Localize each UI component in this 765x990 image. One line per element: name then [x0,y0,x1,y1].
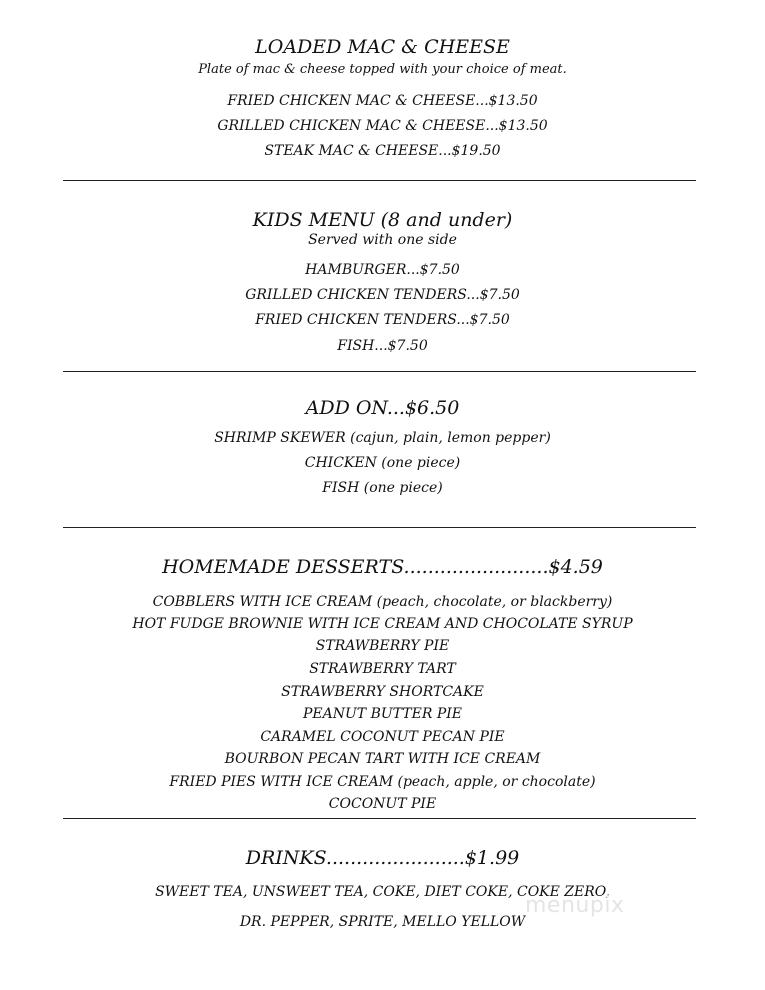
desserts-section-title: HOMEMADE DESSERTS........................$4.59 [162,556,603,578]
addon-section-title: ADD ON...$6.50 [305,397,460,419]
section-divider [63,180,696,181]
watermark-logo: menupix [525,893,625,918]
drinks-item: DR. PEPPER, SPRITE, MELLO YELLOW [239,914,526,930]
mac-section-title: LOADED MAC & CHEESE [255,36,510,58]
dessert-item: COBBLERS WITH ICE CREAM (peach, chocolate, or blackberry) [152,594,613,610]
kids-item: GRILLED CHICKEN TENDERS...$7.50 [245,287,520,303]
addon-item: CHICKEN (one piece) [304,455,461,471]
dessert-item: FRIED PIES WITH ICE CREAM (peach, apple, or chocolate) [169,774,596,790]
dessert-item: HOT FUDGE BROWNIE WITH ICE CREAM AND CHOCOLATE SYRUP [132,616,633,632]
dessert-item: STRAWBERRY SHORTCAKE [281,684,484,700]
kids-section-title: KIDS MENU (8 and under) [252,209,513,231]
mac-item: STEAK MAC & CHEESE...$19.50 [264,143,501,159]
kids-item: HAMBURGER...$7.50 [305,262,460,278]
dessert-item: STRAWBERRY TART [309,661,456,677]
mac-item: FRIED CHICKEN MAC & CHEESE...$13.50 [227,93,538,109]
addon-item: FISH (one piece) [322,480,443,496]
dessert-item: BOURBON PECAN TART WITH ICE CREAM [224,751,541,767]
kids-item: FISH...$7.50 [337,338,428,354]
mac-section-subtitle: Plate of mac & cheese topped with your choice of meat. [198,62,567,77]
mac-item: GRILLED CHICKEN MAC & CHEESE...$13.50 [217,118,548,134]
section-divider [63,818,696,819]
section-divider [63,527,696,528]
drinks-section-title: DRINKS.......................$1.99 [245,847,520,869]
section-divider [63,371,696,372]
dessert-item: STRAWBERRY PIE [315,638,450,654]
drinks-item: SWEET TEA, UNSWEET TEA, COKE, DIET COKE, COKE ZERO, [155,884,610,900]
dessert-item: COCONUT PIE [328,796,437,812]
dessert-item: CARAMEL COCONUT PECAN PIE [260,729,505,745]
kids-section-subtitle: Served with one side [308,232,457,248]
dessert-item: PEANUT BUTTER PIE [303,706,462,722]
kids-item: FRIED CHICKEN TENDERS...$7.50 [255,312,510,328]
addon-item: SHRIMP SKEWER (cajun, plain, lemon pepper) [214,430,551,446]
